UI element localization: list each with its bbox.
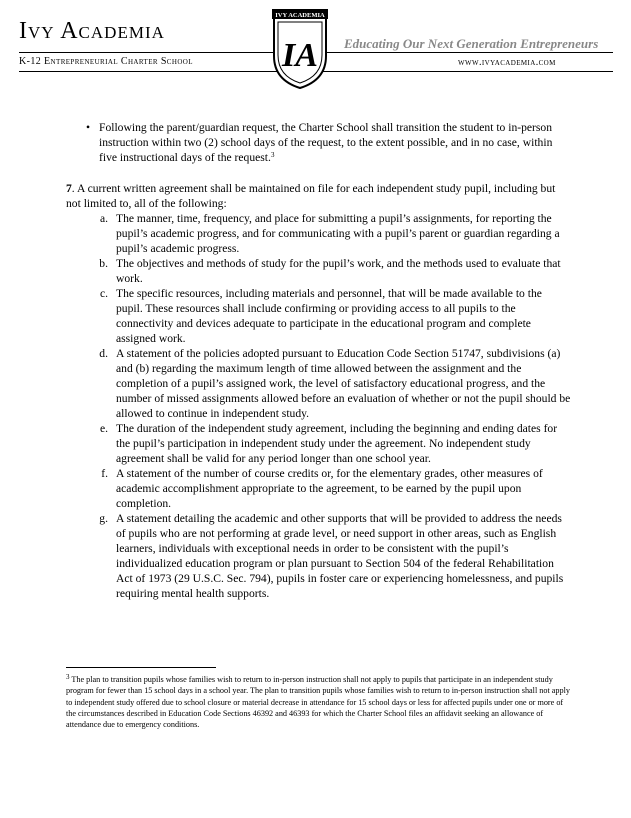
list-item-text: The specific resources, including materials and personnel, that will be made available to the pupil. These resources shall include confirming or providing access to all pupils to the connectivity and devices adequate to participate in the educational program and complete assigned work.	[116, 287, 542, 345]
list-item-text: The duration of the independent study agreement, including the beginning and ending dates for the pupil’s participation in independent study under the agreement. No independent study agreement shall be valid for any period longer than one school year.	[116, 422, 558, 465]
list-item-text: The objectives and methods of study for the pupil’s work, and the methods used to evaluate that work.	[116, 257, 561, 285]
footnote-ref: 3	[270, 151, 275, 159]
school-tagline: Educating Our Next Generation Entrepreneurs	[344, 36, 599, 51]
crest-monogram: IA	[282, 37, 318, 74]
footnote	[66, 674, 571, 730]
list-item-text: A statement detailing the academic and other supports that will be provided to address the needs of pupils who are not performing at grade level, or need support in other areas, such as English learners, individuals with exceptional needs in order to be consistent with the pupil’s individualized education program or plan pursuant to Section 504 of the federal Rehabilitation Act of 1973 (29 U.S.C. Sec. 794), pupils in foster care or experiencing homelessness, and pupils requiring mental health supports.	[116, 512, 564, 600]
list-item-letter: d.	[99, 347, 108, 360]
list-item	[66, 256, 571, 286]
document-body	[66, 120, 571, 601]
section-7-intro	[66, 181, 571, 211]
crest-banner-text: IVY ACADEMIA	[275, 12, 325, 19]
bullet-marker: •	[86, 121, 91, 134]
bullet-text	[99, 120, 571, 165]
bullet-text-content: Following the parent/guardian request, the Charter School shall transition the student to in-person instruction within two (2) school days of the request, to the extent possible, and in no case, within five instructional days of the request.	[99, 121, 553, 164]
list-item	[66, 211, 571, 256]
list-item	[66, 466, 571, 511]
list-item-text: The manner, time, frequency, and place for submitting a pupil’s assignments, for reporting the pupil’s academic progress, and for communicating with a pupil’s parent or guardian regarding a pupil’s academic progress.	[116, 212, 560, 255]
list-item-text: A statement of the number of course credits or, for the elementary grades, other measures of academic accomplishment appropriate to the agreement, to be earned by the pupil upon completion.	[116, 467, 543, 510]
crest-logo	[272, 8, 328, 90]
list-item-text: A statement of the policies adopted pursuant to Education Code Section 51747, subdivisions (a) and (b) regarding the maximum length of time allowed between the assignment and the completion of a pupil’s assigned work, the level of satisfactory educational progress, and the number of missed assignments allowed before an evaluation of whether or not the pupil should be allowed to continue in independent study.	[116, 347, 571, 420]
agreement-items-list	[66, 211, 571, 601]
section-text: . A current written agreement shall be maintained on file for each independent study pupil, including but not limited to, all of the following:	[66, 182, 556, 210]
list-item	[66, 421, 571, 466]
footnote-rule	[66, 667, 216, 668]
school-name: Ivy Academia	[19, 18, 165, 44]
list-item	[66, 346, 571, 421]
list-item-letter: g.	[99, 512, 108, 525]
list-item	[66, 511, 571, 601]
list-item-letter: a.	[99, 212, 108, 225]
section-number: 7	[66, 182, 72, 195]
school-url: www.ivyacademia.com	[458, 57, 556, 68]
list-item-letter: b.	[99, 257, 108, 270]
transition-bullet	[86, 120, 571, 165]
footnote-text: The plan to transition pupils whose families wish to return to in-person instruction shall not apply to pupils that participate in an independent study program for fewer than 15 school days in a school year. The plan to transition pupils whose families wish to return to in-person instruction shall not apply to independent study offered due to school closure or material decrease in attendance for 15 school days or less for affected pupils under one or more of the circumstances described in Education Code Sections 46392 and 46393 for which the Charter School files an affidavit seeking an allowance of attendance due to emergency conditions.	[66, 675, 570, 730]
list-item-letter: f.	[101, 467, 108, 480]
list-item-letter: c.	[99, 287, 108, 300]
list-item	[66, 286, 571, 346]
footnote-number: 3	[66, 673, 70, 681]
school-subtitle: K-12 Entrepreneurial Charter School	[19, 56, 193, 67]
list-item-letter: e.	[99, 422, 108, 435]
